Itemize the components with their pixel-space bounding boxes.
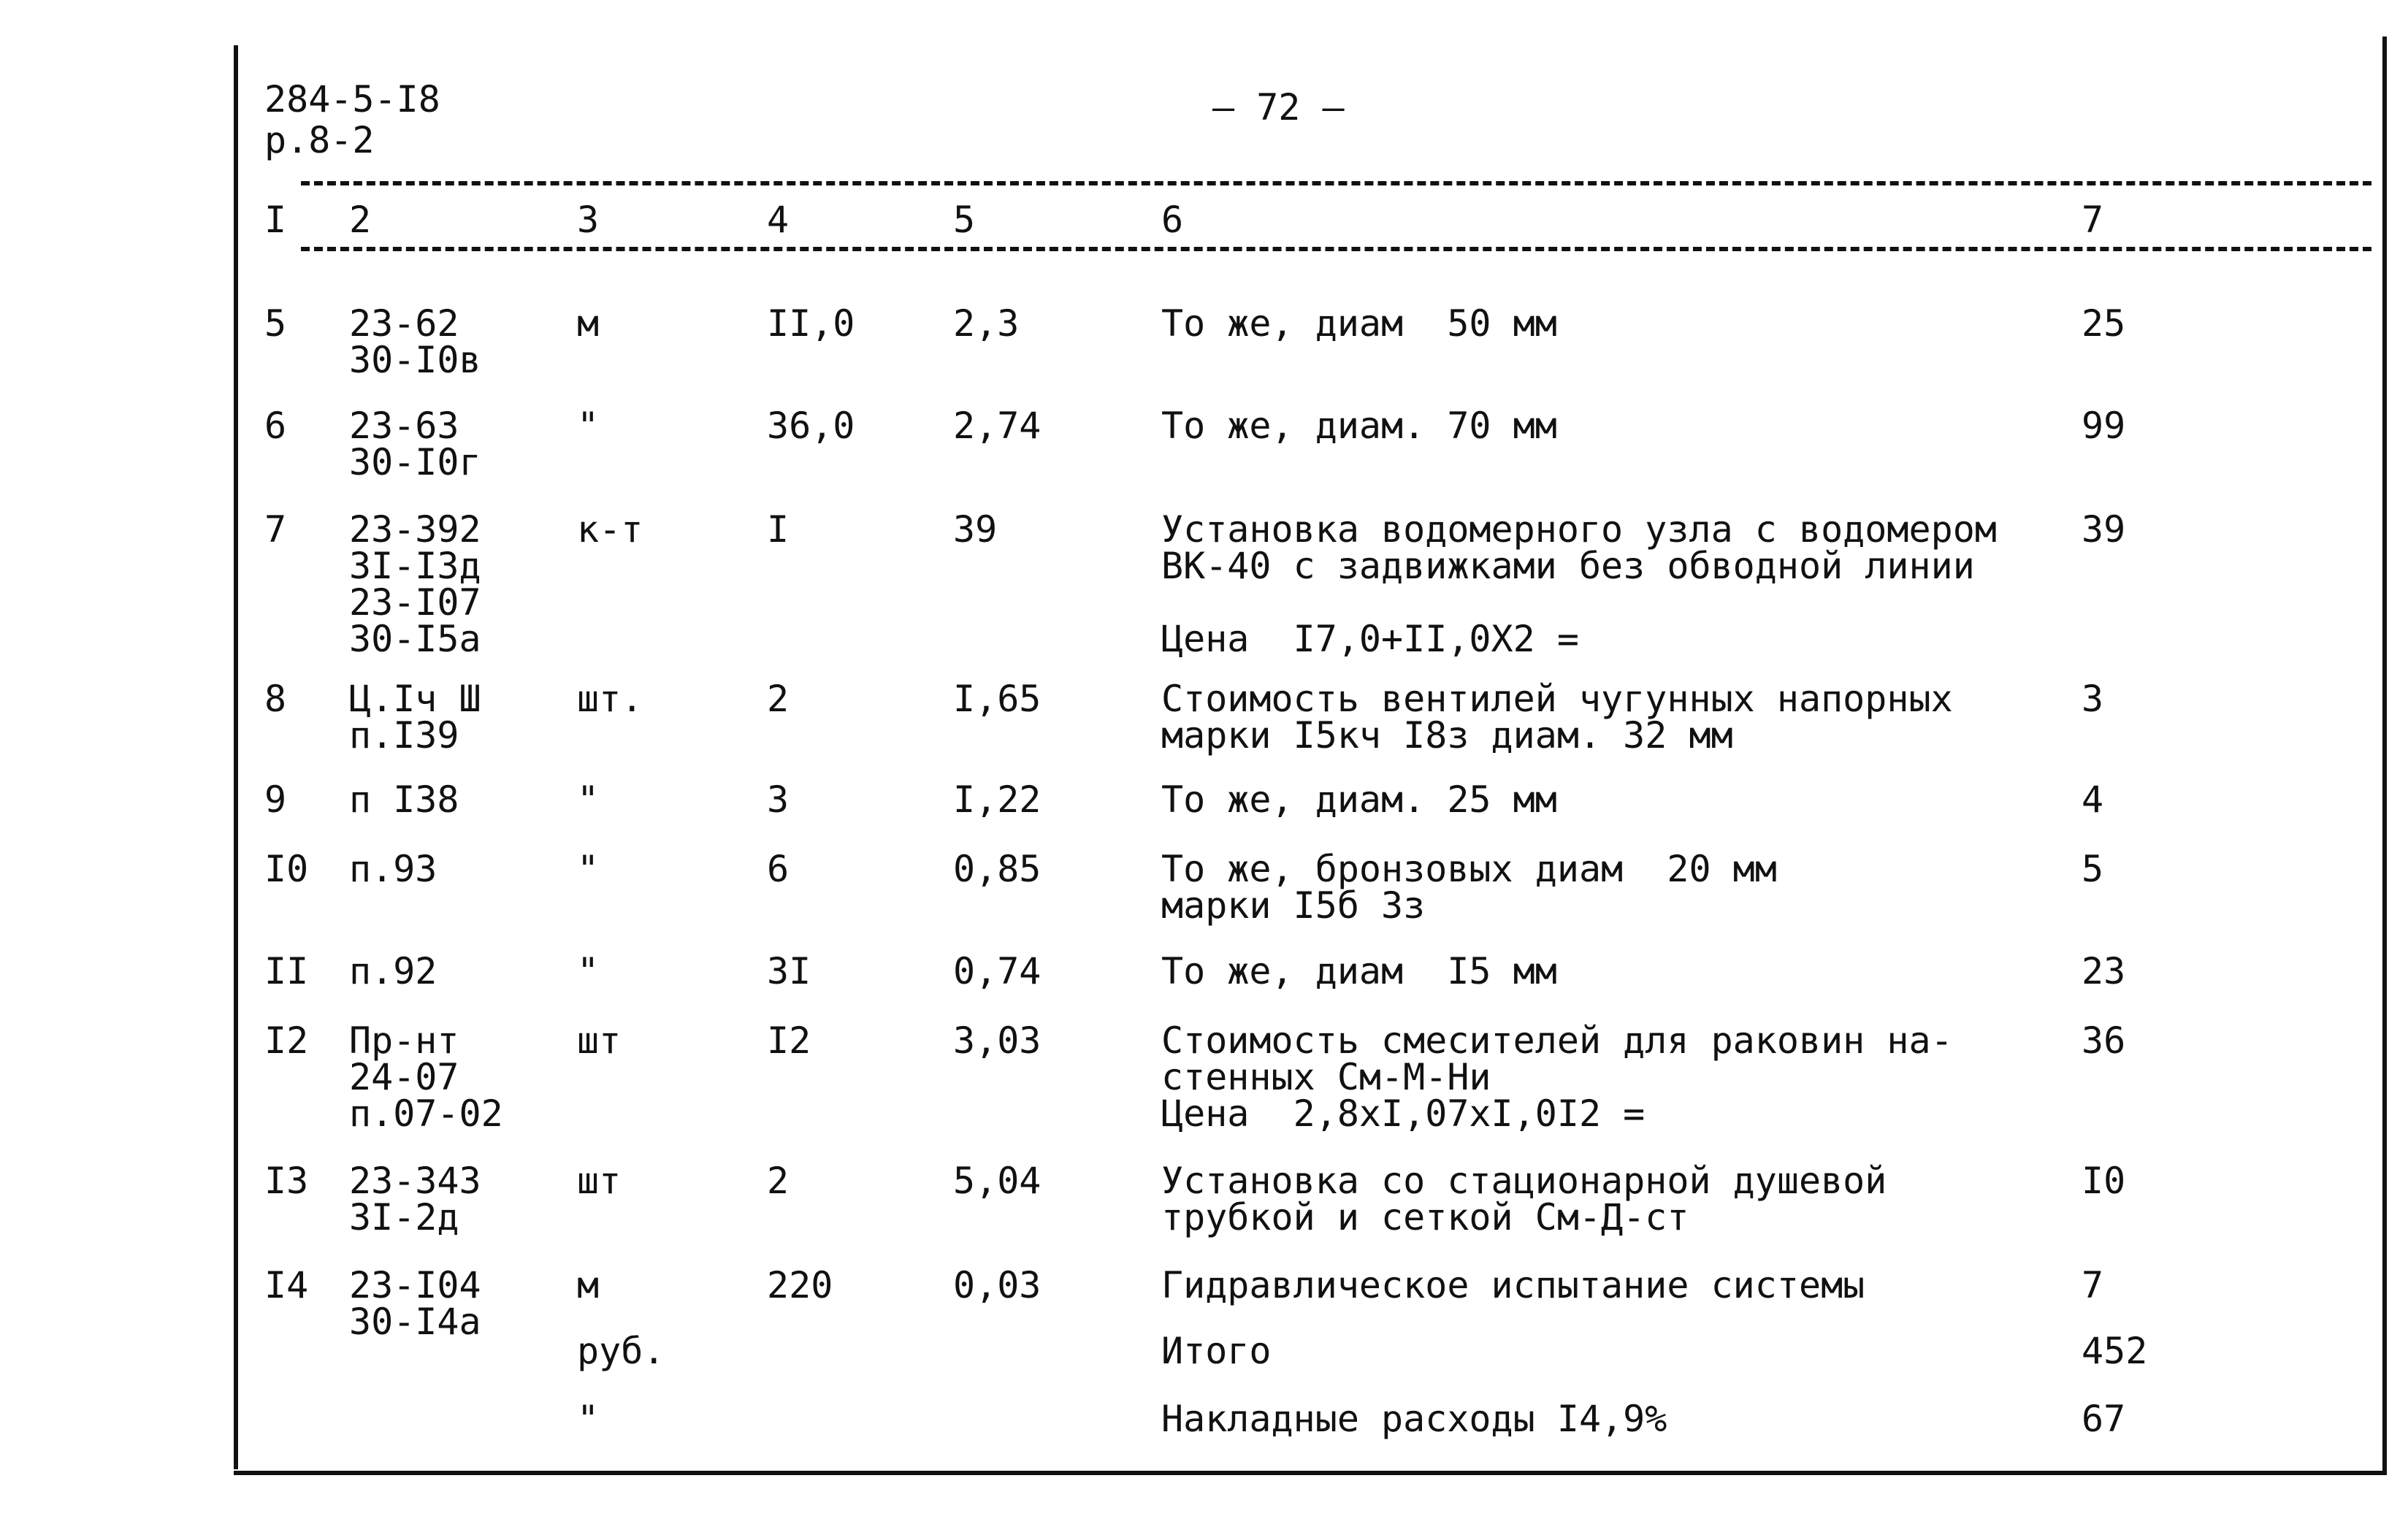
unit: шт [577,1160,622,1202]
row-number: I2 [264,1019,309,1062]
summary-unit: " [577,1398,600,1440]
description: То же, бронзовых диам 20 мм марки I5б 3з [1161,848,1777,927]
unit: " [577,778,600,821]
row-number: II [264,950,309,992]
norm-code: п.92 [349,950,437,992]
quantity: 6 [767,848,790,890]
summary-label: Итого [1161,1330,1272,1372]
summary-label: Накладные расходы I4,9% [1161,1398,1667,1440]
row-number: I0 [264,848,309,890]
total-cost: 39 [2082,508,2126,551]
unit-price: 3,03 [953,1019,1041,1062]
total-cost: I0 [2082,1160,2126,1202]
norm-code: 23-343 3I-2д [349,1160,481,1239]
unit: м [577,1264,600,1306]
description: То же, диам. 25 мм [1161,778,1557,821]
row-number: 7 [264,508,287,551]
column-header-7: 7 [2082,199,2104,241]
left-frame-line [234,45,238,1469]
unit-price: 0,85 [953,848,1041,890]
quantity: 2 [767,678,790,720]
description: Стоимость смесителей для раковин на- стенных См-М-Ни Цена 2,8хI,07хI,0I2 = [1161,1019,1953,1135]
column-header-2: 2 [349,199,372,241]
norm-code: Пр-нт 24-07 п.07-02 [349,1019,503,1135]
column-header-5: 5 [953,199,976,241]
description: Стоимость вентилей чугунных напорных марки I5кч I8з диам. 32 мм [1161,678,1953,757]
unit: " [577,848,600,890]
description: То же, диам. 70 мм [1161,405,1557,447]
unit: шт [577,1019,622,1062]
description: Установка водомерного узла с водомером ВК-40 с задвижками без обводной линии Цена I7,0+II,0Х2 = [1161,508,1997,660]
unit: " [577,950,600,992]
unit: к-т [577,508,643,551]
quantity: II,0 [767,302,855,345]
description: Гидравлическое испытание системы [1161,1264,1865,1306]
quantity: 3 [767,778,790,821]
header-bottom-divider [301,247,2371,251]
description: То же, диам I5 мм [1161,950,1557,992]
total-cost: 5 [2082,848,2104,890]
unit: " [577,405,600,447]
column-header-4: 4 [767,199,790,241]
row-number: 6 [264,405,287,447]
total-cost: 4 [2082,778,2104,821]
quantity: I2 [767,1019,811,1062]
summary-total: 452 [2082,1330,2148,1372]
summary-total: 67 [2082,1398,2126,1440]
unit-price: I,22 [953,778,1041,821]
row-number: 8 [264,678,287,720]
unit-price: I,65 [953,678,1041,720]
page-number: — 72 — [1212,86,1345,129]
norm-code: 23-63 30-I0г [349,405,481,483]
unit-price: 2,3 [953,302,1020,345]
total-cost: 25 [2082,302,2126,345]
unit-price: 0,74 [953,950,1041,992]
row-number: I4 [264,1264,309,1306]
bottom-frame-line [234,1471,2387,1475]
document-code [264,79,440,161]
unit-price: 0,03 [953,1264,1041,1306]
header-top-divider [301,181,2371,185]
quantity: I [767,508,790,551]
quantity: 3I [767,950,811,992]
total-cost: 3 [2082,678,2104,720]
norm-code: п I38 [349,778,459,821]
quantity: 220 [767,1264,833,1306]
column-header-1: I [264,199,287,241]
norm-code: 23-392 3I-I3д 23-I07 30-I5а [349,508,481,660]
total-cost: 36 [2082,1019,2126,1062]
norm-code: п.93 [349,848,437,890]
summary-unit: руб. [577,1330,665,1372]
unit: шт. [577,678,643,720]
doc-code-line: 284-5-I8 [264,78,440,120]
row-number: I3 [264,1160,309,1202]
total-cost: 7 [2082,1264,2104,1306]
norm-code: Ц.Iч Ш п.I39 [349,678,481,757]
row-number: 5 [264,302,287,345]
unit-price: 39 [953,508,998,551]
total-cost: 23 [2082,950,2126,992]
column-header-6: 6 [1161,199,1184,241]
row-number: 9 [264,778,287,821]
norm-code: 23-62 30-I0в [349,302,481,381]
right-frame-line [2382,37,2387,1475]
column-header-3: 3 [577,199,600,241]
quantity: 36,0 [767,405,855,447]
unit-price: 2,74 [953,405,1041,447]
total-cost: 99 [2082,405,2126,447]
norm-code: 23-I04 30-I4а [349,1264,481,1343]
section-code-line: р.8-2 [264,119,375,161]
quantity: 2 [767,1160,790,1202]
unit: м [577,302,600,345]
description: То же, диам 50 мм [1161,302,1557,345]
description: Установка со стационарной душевой трубкой и сеткой См-Д-ст [1161,1160,1887,1239]
unit-price: 5,04 [953,1160,1041,1202]
